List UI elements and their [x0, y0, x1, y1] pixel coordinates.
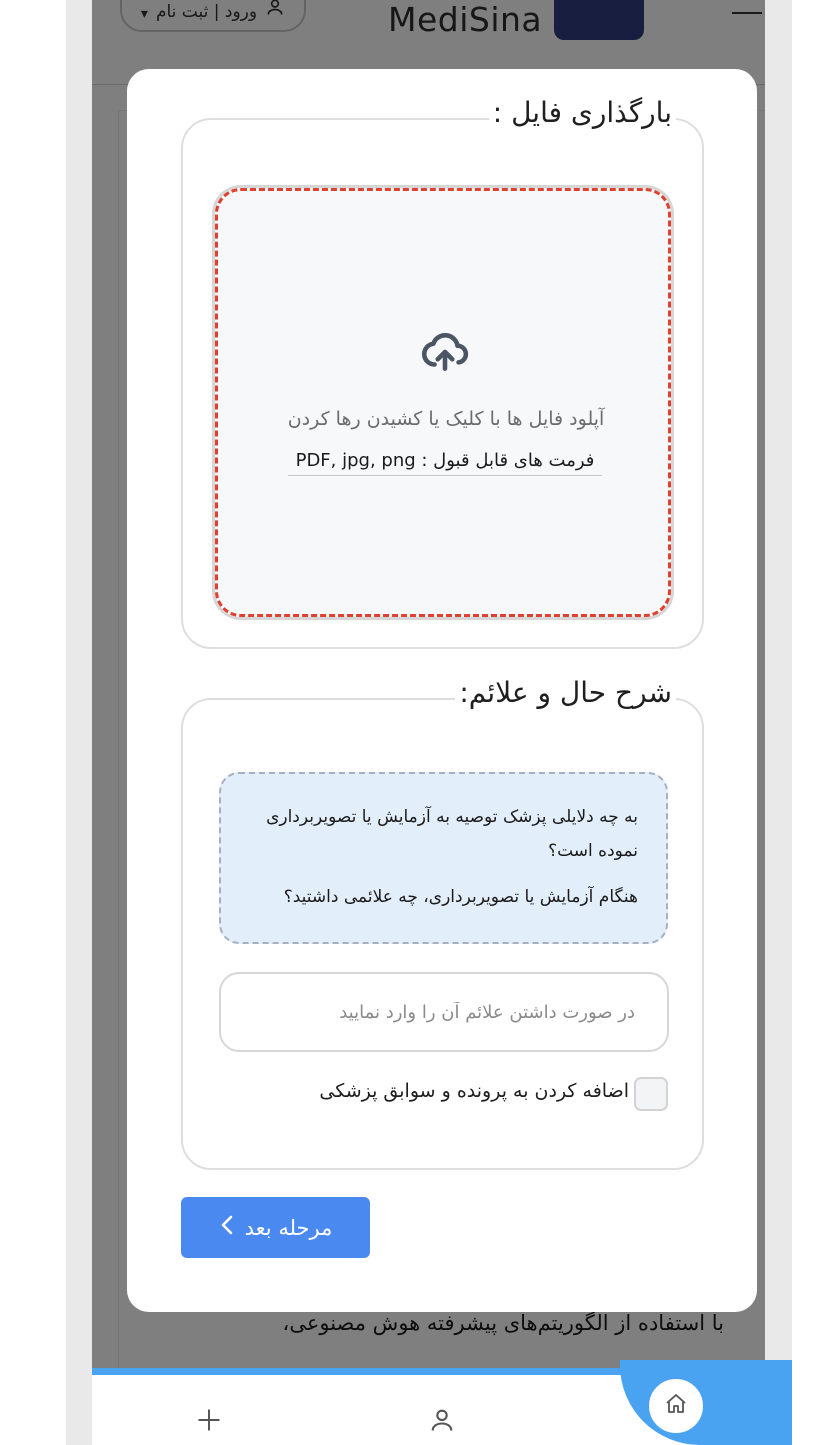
- plus-icon: [196, 1407, 222, 1437]
- upload-fieldset: [181, 96, 704, 649]
- chevron-left-icon: [219, 1214, 235, 1241]
- upload-legend: بارگذاری فایل :: [489, 96, 676, 129]
- nav-add-button[interactable]: [193, 1406, 225, 1438]
- symptoms-fieldset: [181, 676, 704, 1170]
- accepted-formats: فرمت های قابل قبول : PDF, jpg, png: [288, 450, 602, 476]
- outer-frame-left: [0, 0, 66, 1445]
- cloud-upload-icon: [416, 327, 474, 381]
- upload-modal: [127, 69, 757, 1312]
- symptoms-input[interactable]: [219, 972, 669, 1052]
- user-icon: [428, 1406, 456, 1438]
- next-step-label: مرحله بعد: [244, 1215, 333, 1240]
- add-to-record-checkbox[interactable]: [634, 1077, 668, 1111]
- nav-profile-button[interactable]: [426, 1406, 458, 1438]
- gutter-left: [66, 0, 92, 1445]
- gutter-right: [765, 0, 792, 1445]
- upload-instruction: آپلود فایل ها با کلیک یا کشیدن رها کردن: [287, 408, 605, 430]
- outer-frame-right: [792, 0, 813, 1445]
- hint-question: هنگام آزمایش یا تصویربرداری، چه علائمی داشتید؟: [283, 887, 638, 907]
- add-to-record-label: اضافه کردن به پرونده و سوابق پزشکی: [319, 1080, 629, 1102]
- nav-home-button[interactable]: [645, 1375, 707, 1437]
- symptoms-legend: شرح حال و علائم:: [455, 676, 676, 709]
- hint-question: به چه دلایلی پزشک توصیه به آزمایش یا تصویربرداری نموده است؟: [266, 807, 638, 861]
- next-step-button[interactable]: [181, 1197, 370, 1258]
- file-dropzone[interactable]: [215, 188, 671, 617]
- home-icon: [664, 1392, 688, 1420]
- symptoms-hint-box: [219, 772, 668, 944]
